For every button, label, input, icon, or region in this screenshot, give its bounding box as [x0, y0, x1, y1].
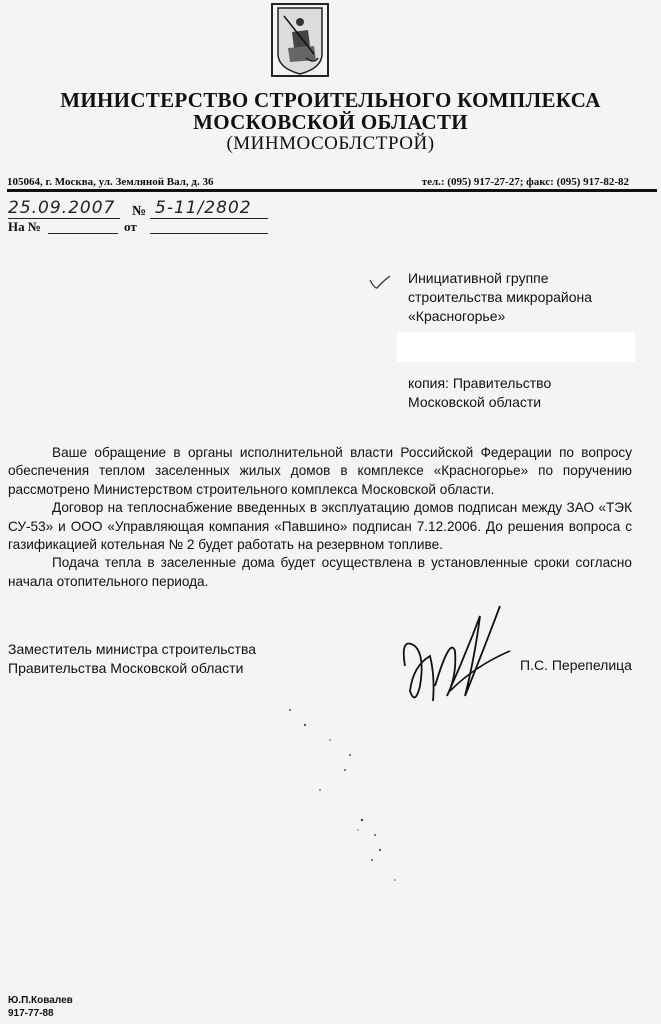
- body-paragraph: Подача тепла в заселенные дома будет осуществлена в установленные сроки согласно начала отопительного периода.: [8, 555, 632, 589]
- ministry-address: 105064, г. Москва, ул. Земляной Вал, д. 36: [7, 176, 214, 188]
- number-underline: [150, 218, 268, 219]
- coat-of-arms-icon: [270, 2, 330, 78]
- body-paragraph: Договор на теплоснабжение введенных в эксплуатацию домов подписан между ЗАО «ТЭК СУ-53» и ООО «Управляющая компания «Павшино» подписан 7.12.2006. До решения вопроса с газификацией котельная № 2 будет работать на резервном топливе.: [8, 500, 632, 553]
- header-divider: [7, 189, 657, 192]
- signer-name: П.С. Перепелица: [520, 657, 632, 673]
- from-label: от: [124, 219, 137, 234]
- signer-position-line2: Правительства Московской области: [8, 660, 244, 676]
- reply-to-label: На №: [8, 219, 41, 234]
- handwritten-number: 5-11/2802: [155, 198, 252, 218]
- copy-line1: копия: Правительство: [408, 375, 552, 391]
- signer-position: [8, 640, 256, 678]
- copy-line2: Московской области: [408, 394, 542, 410]
- addressee-line2: строительства микрорайона: [408, 289, 593, 305]
- addressee-line1: Инициативной группе: [408, 270, 549, 286]
- executor-phone: 917-77-88: [8, 1008, 54, 1019]
- checkmark-icon: [368, 274, 392, 290]
- reply-date-blank: [150, 233, 268, 234]
- number-label: №: [132, 204, 147, 219]
- copy-recipient-block: [408, 374, 551, 412]
- executor-name: Ю.П.Ковалев: [8, 995, 73, 1006]
- handwritten-signature: [395, 596, 515, 716]
- addressee-line3: «Красногорье»: [408, 308, 506, 324]
- signer-position-line1: Заместитель министра строительства: [8, 641, 257, 657]
- ministry-contacts: тел.: (095) 917-27-27; факс: (095) 917-82-82: [421, 176, 629, 188]
- ministry-title-line1: МИНИСТЕРСТВО СТРОИТЕЛЬНОГО КОМПЛЕКСА: [60, 88, 601, 112]
- letter-body: [8, 444, 632, 591]
- reply-number-blank: [48, 233, 118, 234]
- ministry-abbreviation: (МИНМОСОБЛСТРОЙ): [226, 133, 435, 154]
- addressee-block: [408, 269, 592, 326]
- executor-block: [8, 994, 73, 1020]
- ministry-title-line2: МОСКОВСКОЙ ОБЛАСТИ: [193, 110, 468, 134]
- redacted-area: [397, 332, 635, 362]
- handwritten-date: 25.09.2007: [8, 198, 116, 218]
- body-paragraph: Ваше обращение в органы исполнительной власти Российской Федерации по вопросу обеспечения теплом заселенных жилых домов в комплексе «Красногорье» по поручению рассмотрено Министерством строительного комплекса Московской области.: [8, 445, 632, 497]
